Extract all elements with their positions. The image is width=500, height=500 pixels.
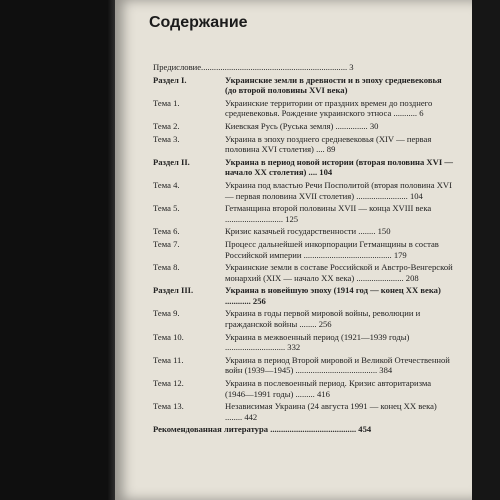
toc-entry-text: Независимая Украина (24 августа 1991 — конец XX века) ........ 442 — [225, 401, 437, 422]
page-title: Содержание — [149, 14, 248, 31]
toc-entry-prefix: Тема 4. — [153, 179, 180, 190]
background-edge — [472, 0, 500, 500]
toc-entry-prefix: Тема 13. — [153, 401, 184, 412]
toc-entry-prefix: Раздел I. — [153, 74, 187, 85]
toc-entry-prefix: Тема 2. — [153, 120, 180, 131]
toc-entry-text: Украина в период Второй мировой и Великой Отечественной войн (1939—1945) ...................................... 384 — [225, 354, 450, 376]
toc-entry-prefix: Тема 11. — [153, 354, 184, 365]
toc-entry-prefix: Тема 1. — [153, 97, 180, 108]
toc-entry-prefix: Тема 9. — [153, 308, 180, 319]
toc-entry — [153, 98, 453, 119]
toc-entry — [153, 203, 453, 224]
toc-entry-prefix: Раздел III. — [153, 285, 194, 296]
toc-entry — [153, 75, 453, 96]
toc-entry — [153, 134, 453, 155]
toc-entry — [153, 62, 453, 73]
toc-entry-prefix: Тема 8. — [153, 262, 180, 273]
book-page — [115, 0, 475, 500]
toc-entry — [153, 378, 453, 399]
toc-entry-text: Предисловие.................................................................... 3 — [153, 62, 354, 72]
toc-entry-text: Украина под властью Речи Посполитой (вторая половина XVI — первая половина XVII столетия) ........................ 104 — [225, 179, 452, 201]
toc-entry-text: Кризис казачьей государственности ........ 150 — [225, 226, 391, 237]
toc-entry-prefix: Тема 5. — [153, 203, 180, 214]
toc-entry-text: Украина в послевоенный период. Кризис авторитаризма (1946—1991 годы) ......... 416 — [225, 378, 432, 399]
toc-entry-prefix: Тема 10. — [153, 331, 184, 342]
toc-entry — [153, 332, 453, 353]
toc-entry — [153, 285, 453, 306]
toc-entry — [153, 121, 453, 132]
toc-entry — [153, 355, 453, 376]
table-of-contents — [153, 62, 453, 435]
toc-entry — [153, 424, 453, 435]
toc-entry-text: Украинские земли в древности и в эпоху средневековья (до второй половины XVI века) — [225, 74, 442, 96]
toc-entry-text: Украина в период новой истории (вторая половина XVI — начало XX столетия) .... 104 — [225, 156, 453, 178]
toc-entry-prefix: Тема 7. — [153, 238, 180, 249]
toc-entry-prefix: Тема 3. — [153, 133, 180, 144]
toc-entry-text: Украина в межвоенный период (1921—1939 годы) ............................ 332 — [225, 331, 410, 353]
toc-entry-prefix: Тема 12. — [153, 378, 184, 389]
toc-entry-text: Процесс дальнейшей инкорпорации Гетманщины в состав Российской империи ......................................... 179 — [225, 238, 439, 260]
toc-entry-text: Киевская Русь (Руська земля) ............... 30 — [225, 120, 379, 131]
toc-entry-text: Украинские территории от праздних времен до позднего средневековья. Рождение украинского этноса ........... 6 — [225, 97, 433, 119]
toc-entry-prefix: Тема 6. — [153, 226, 180, 237]
toc-entry-text: Рекомендованная литература ........................................ 454 — [153, 424, 372, 435]
toc-entry-text: Украина в новейшую эпоху (1914 год — конец XX века) ............ 256 — [225, 285, 441, 306]
toc-entry — [153, 262, 453, 283]
toc-entry-text: Гетманщина второй половины XVII — конца XVIII века ........................... 125 — [225, 203, 432, 224]
toc-entry — [153, 239, 453, 260]
toc-entry-text: Украинские земли в составе Российской и Австро-Венгерской монархий (XIX — начало XX века) ...................... 208 — [225, 262, 453, 283]
toc-entry-prefix: Раздел II. — [153, 156, 190, 167]
toc-entry-text: Украина в годы первой мировой войны, революции и гражданской войны ........ 256 — [225, 308, 421, 330]
toc-entry — [153, 157, 453, 178]
toc-entry — [153, 308, 453, 329]
toc-entry — [153, 401, 453, 422]
toc-entry-text: Украина в эпоху позднего средневековья (XIV — первая половина XVI столетия) .... 89 — [225, 133, 432, 155]
toc-entry — [153, 180, 453, 201]
toc-entry — [153, 226, 453, 237]
